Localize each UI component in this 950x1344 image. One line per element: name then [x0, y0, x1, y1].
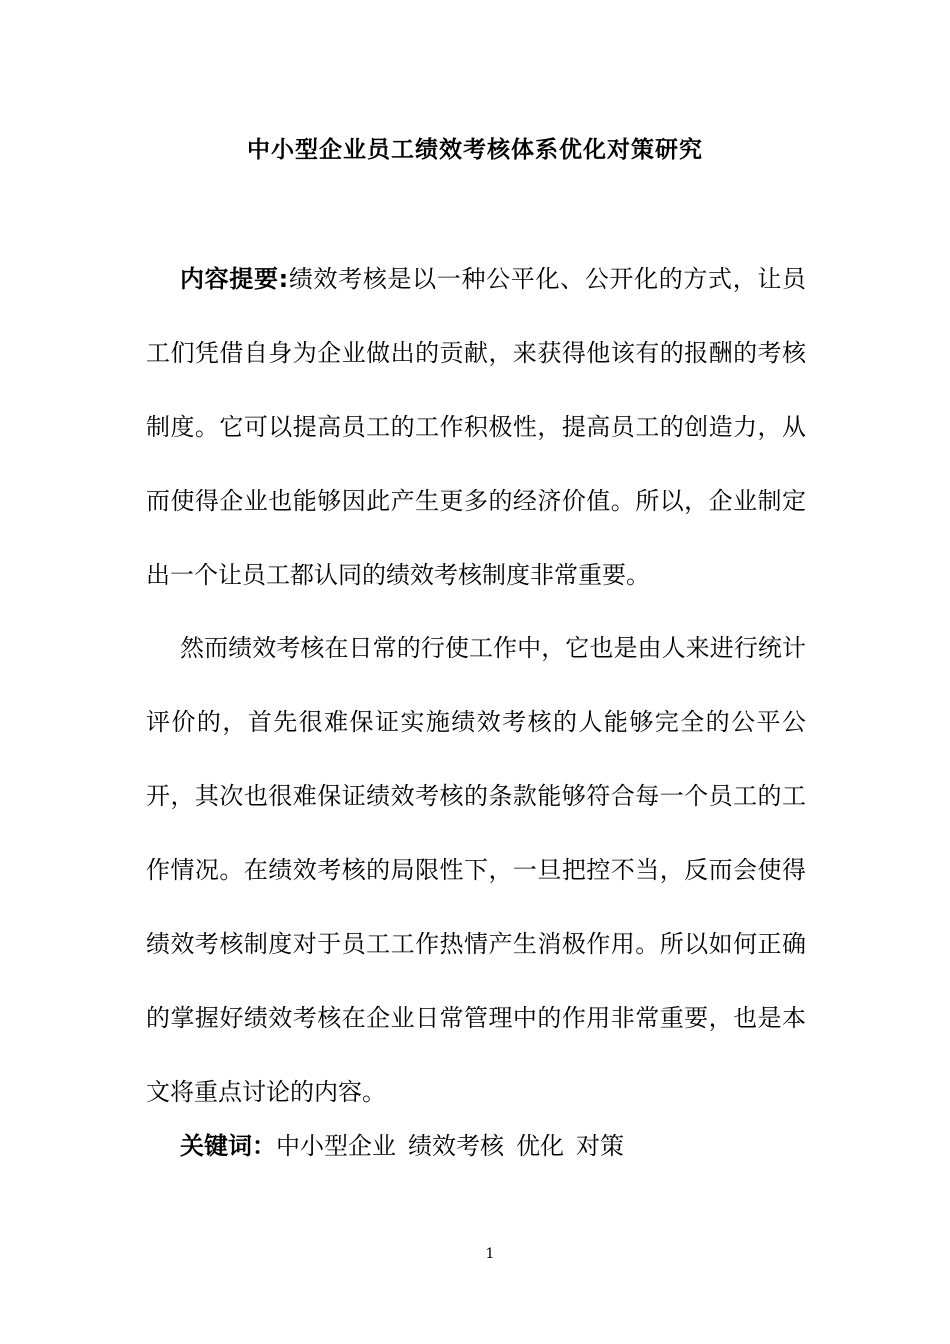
document-title: 中小型企业员工绩效考核体系优化对策研究: [247, 136, 703, 163]
keywords-label: 关键词：: [180, 1132, 276, 1160]
page-number: 1: [485, 1246, 495, 1262]
keyword-item: 优化: [516, 1132, 564, 1160]
abstract-label: 内容提要:: [180, 265, 289, 293]
abstract-paragraph: [146, 242, 806, 612]
abstract-text: 绩效考核是以一种公平化、公开化的方式，让员工们凭借自身为企业做出的贡献，来获得他该有的报酬的考核制度。它可以提高员工的工作积极性，提高员工的创造力，从而使得企业也能够因此产生更多的经济价值。所以，企业制定出一个让员工都认同的绩效考核制度非常重要。: [146, 265, 807, 589]
body-paragraph-2: 然而绩效考核在日常的行使工作中，它也是由人来进行统计评价的，首先很难保证实施绩效考核的人能够完全的公平公开，其次也很难保证绩效考核的条款能够符合每一个员工的工作情况。在绩效考核的局限性下，一旦把控不当，反而会使得绩效考核制度对于员工工作热情产生消极作用。所以如何正确的掌握好绩效考核在企业日常管理中的作用非常重要，也是本文将重点讨论的内容。: [146, 634, 806, 1106]
keyword-item: 中小型企业: [276, 1132, 396, 1160]
keywords-line: [180, 1120, 636, 1172]
keyword-item: 对策: [576, 1132, 624, 1160]
keyword-item: 绩效考核: [408, 1132, 504, 1160]
